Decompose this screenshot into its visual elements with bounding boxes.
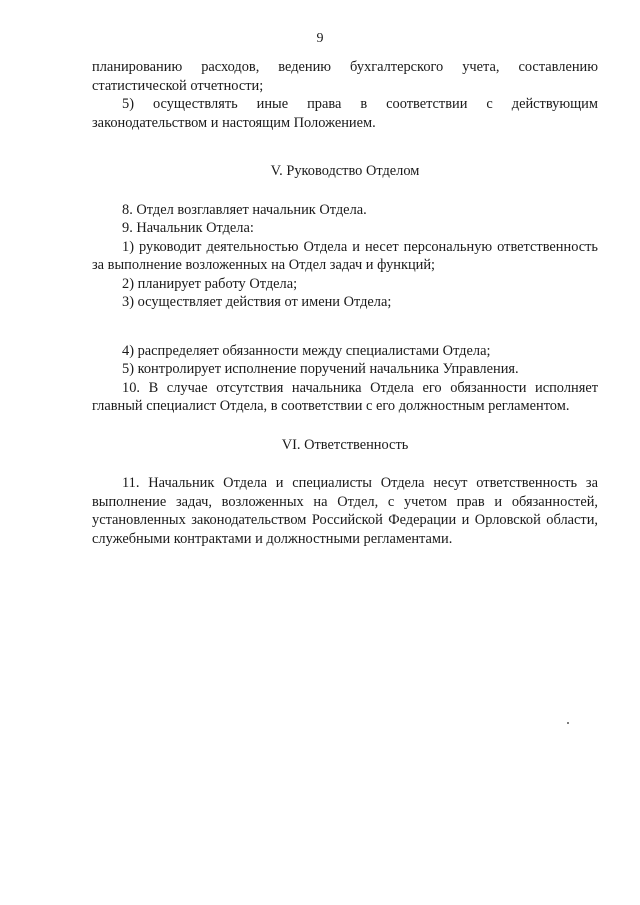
- paragraph-9-item-2: 2) планирует работу Отдела;: [122, 275, 298, 292]
- scan-speck: [567, 722, 569, 724]
- paragraph-9-item-4: 4) распределяет обязанности между специалистами Отдела;: [122, 342, 491, 359]
- document-body: [92, 58, 598, 548]
- paragraph-continuation: планированию расходов, ведению бухгалтерского учета, составлению статистической отчетности;: [92, 59, 598, 94]
- page-number: 9: [316, 31, 324, 46]
- paragraph-11: 11. Начальник Отдела и специалисты Отдела несут ответственность за выполнение задач, возложенных на Отдел, с учетом прав и обязанностей, установленных законодательством Российской Федерации и Орловской области, служебными контрактами и должностными регламентами.: [92, 475, 598, 547]
- paragraph-9: 9. Начальник Отдела:: [122, 220, 254, 236]
- paragraph-9-item-1: 1) руководит деятельностью Отдела и несет персональную ответственность за выполнение возложенных на Отдел задач и функций;: [92, 238, 598, 273]
- paragraph-9-item-3: 3) осуществляет действия от имени Отдела;: [122, 294, 392, 310]
- paragraph-8: 8. Отдел возглавляет начальник Отдела.: [122, 201, 367, 218]
- section-heading-vi: VI. Ответственность: [281, 436, 409, 453]
- paragraph-9-item-5: 5) контролирует исполнение поручений начальника Управления.: [122, 361, 519, 377]
- paragraph-10: 10. В случае отсутствия начальника Отдела его обязанности исполняет главный специалист Отдела, в соответствии с его должностным регламентом.: [92, 379, 598, 414]
- paragraph-item-5-rights: 5) осуществлять иные права в соответствии с действующим законодательством и настоящим Положением.: [92, 96, 598, 131]
- section-heading-v: V. Руководство Отделом: [270, 163, 420, 179]
